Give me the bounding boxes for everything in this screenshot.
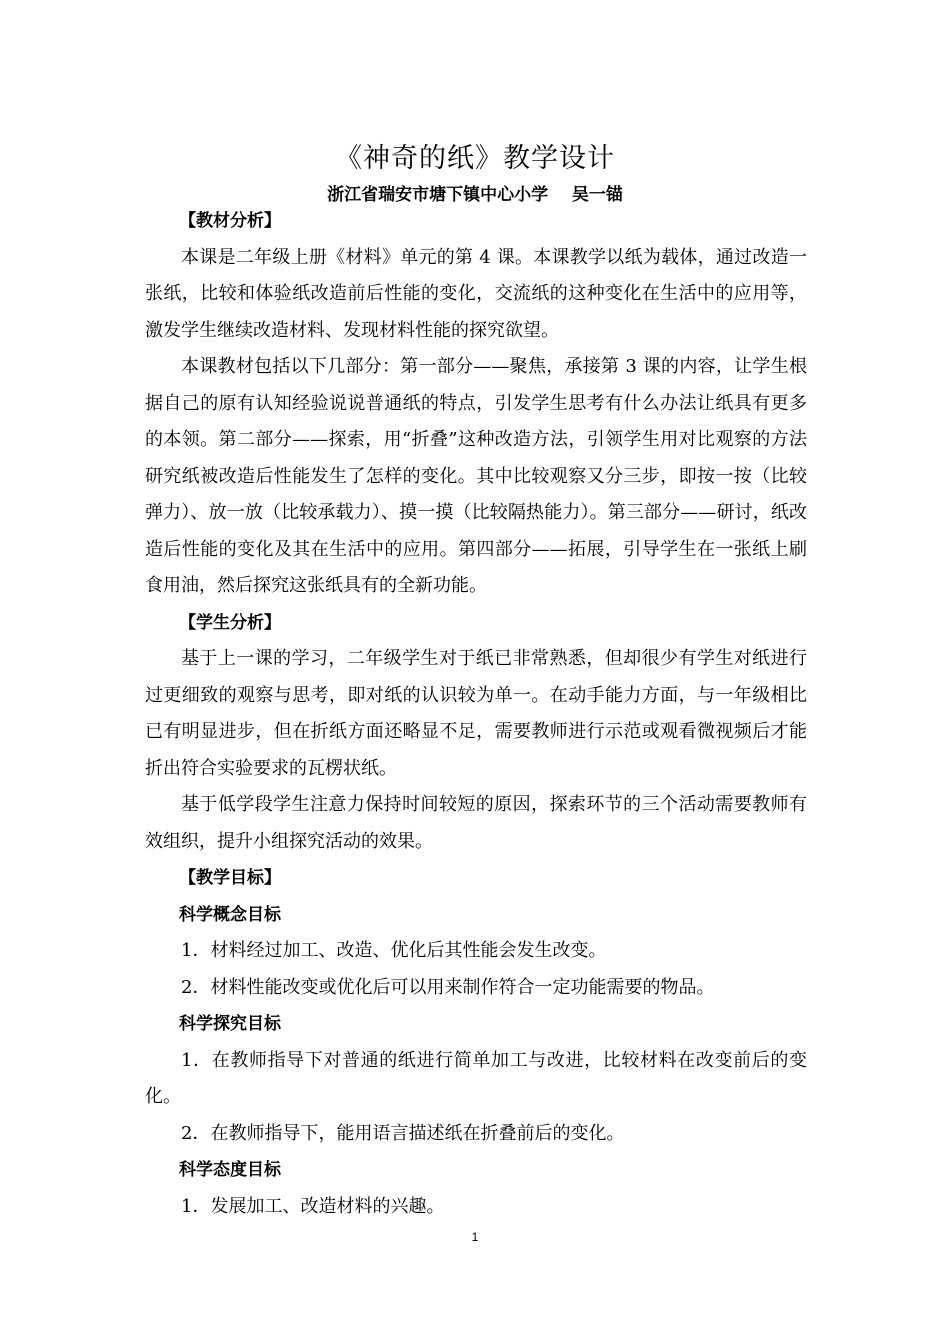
list-item-inquiry-2: 2．在教师指导下，能用语言描述纸在折叠前后的变化。 [181,1122,625,1144]
paragraph-students-1: 基于上一课的学习，二年级学生对于纸已非常熟悉，但却很少有学生对纸进行过更细致的观察与思考，即对纸的认识较为单一。在动手能力方面，与一年级相比已有明显进步，但在折纸方面还略显不足，需要教师进行示范或观看微视频后才能折出符合实验要求的瓦楞状纸。 [145,648,807,779]
page-number: 1 [471,1230,479,1244]
list-item-inquiry-1: 1．在教师指导下对普通的纸进行简单加工与改进，比较材料在改变前后的变化。 [145,1049,807,1107]
section-heading-students: 【学生分析】 [179,612,281,633]
author-line: 浙江省瑞安市塘下镇中心小学 吴一锚 [327,185,623,205]
list-item-concept-1: 1．材料经过加工、改造、优化后其性能会发生改变。 [181,940,607,961]
document-body [145,203,807,1225]
list-item-concept-2: 2．材料性能改变或优化后可以用来制作符合一定功能需要的物品。 [181,976,715,998]
subheading-attitude-goals: 科学态度目标 [179,1160,281,1180]
list-item-attitude-1: 1．发展加工、改造材料的兴趣。 [181,1195,445,1217]
paragraph-materials-1: 本课是二年级上册《材料》单元的第 4 课。本课教学以纸为载体，通过改造一张纸，比较和体验纸改造前后性能的变化，交流纸的这种变化在生活中的应用等，激发学生继续改造材料、发现材料性能的探究欲望。 [145,246,807,341]
paragraph-materials-2: 本课教材包括以下几部分：第一部分——聚焦，承接第 3 课的内容，让学生根据自己的原有认知经验说说普通纸的特点，引发学生思考有什么办法让纸具有更多的本领。第二部分——探索，用“折叠”这种改造方法，引领学生用对比观察的方法研究纸被改造后性能发生了怎样的变化。其中比较观察又分三步，即按一按（比较弹力）、放一放（比较承载力）、摸一摸（比较隔热能力）。第三部分——研讨，纸改造后性能的变化及其在生活中的应用。第四部分——拓展，引导学生在一张纸上刷食用油，然后探究这张纸具有的全新功能。 [145,356,807,596]
section-heading-goals: 【教学目标】 [179,868,281,888]
paragraph-students-2: 基于低学段学生注意力保持时间较短的原因，探索环节的三个活动需要教师有效组织，提升小组探究活动的效果。 [145,794,807,852]
section-heading-materials: 【教材分析】 [179,211,281,231]
subheading-inquiry-goals: 科学探究目标 [179,1014,281,1034]
document-title: 《神奇的纸》教学设计 [335,143,615,174]
subheading-concept-goals: 科学概念目标 [179,904,281,925]
